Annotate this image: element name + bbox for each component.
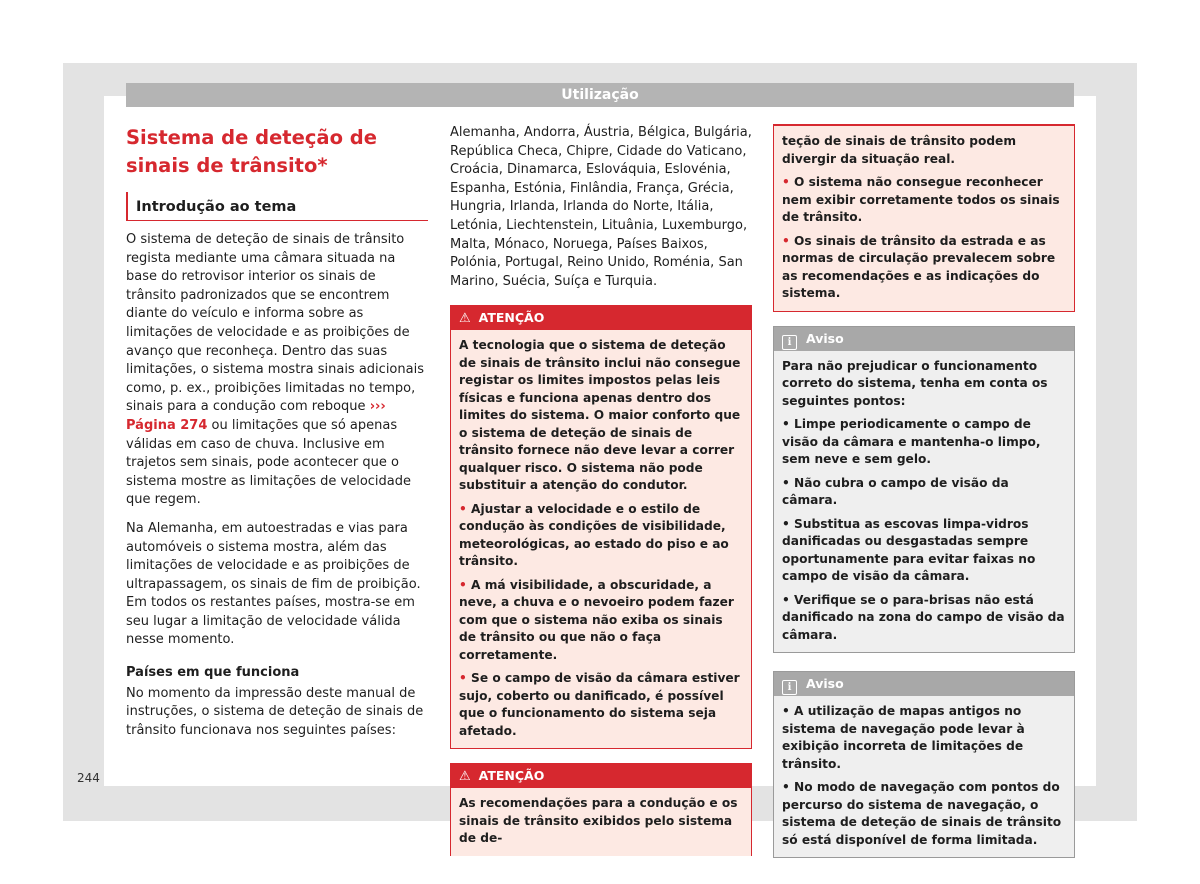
column-middle (450, 124, 752, 870)
warning-text: teção de sinais de trânsito podem divergir da situação real. (782, 134, 1017, 166)
countries-list: Alemanha, Andorra, Áustria, Bélgica, Bulgária, República Checa, Chipre, Cidade do Vaticano, Croácia, Dinamarca, Eslováquia, Eslovénia, Espanha, Estónia, Finlândia, França, Grécia, Hungria, Irlanda, Irlanda do Norte, Itália, Letónia, Liechtenstein, Lituânia, Luxemburgo, Malta, Mónaco, Noruega, Países Baixos, Polónia, Portugal, Reino Unido, Roménia, San Marino, Suécia, Suíça e Turquia. (450, 125, 752, 289)
warning-triangle-icon: ⚠ (459, 769, 471, 785)
column-right (773, 124, 1075, 876)
note-box-2 (773, 671, 1075, 858)
warning-item: • Se o campo de visão da câmara estiver sujo, coberto ou danificado, é possível que o funcionamento do sistema seja afetado. (459, 671, 740, 738)
note-intro: Para não prejudicar o funcionamento correto do sistema, tenha em conta os seguintes pontos: (782, 358, 1048, 408)
note-box-body (774, 351, 1074, 653)
note-item: • No modo de navegação com pontos do percurso do sistema de navegação, o sistema de deteção de sinais de trânsito só está disponível de forma limitada. (782, 780, 1062, 847)
bullet-icon: • (782, 233, 790, 248)
bullet-icon: • (782, 175, 790, 189)
warning-box-2 (450, 763, 752, 856)
warning-box-body (451, 330, 751, 748)
note-item: • Não cubra o campo de visão da câmara. (782, 475, 1009, 507)
warning-item: • O sistema não consegue reconhecer nem exibir corretamente todos os sinais de trânsito. (782, 175, 1060, 224)
note-box-header: i Aviso (774, 672, 1074, 696)
warning-item: • A má visibilidade, a obscuridade, a neve, a chuva e o nevoeiro podem fazer com que o sistema não exiba os sinais de trânsito ou que não o faça corretamente. (459, 577, 734, 662)
page-number: 244 (77, 771, 100, 785)
warning-box-body (774, 126, 1074, 311)
bullet-icon: • (782, 780, 790, 794)
warning-text: As recomendações para a condução e os sinais de trânsito exibidos pelo sistema de de- (459, 796, 738, 846)
column-left (126, 124, 428, 750)
countries-intro-paragraph: No momento da impressão deste manual de instruções, o sistema de deteção de sinais de trânsito funcionava nos seguintes países: (126, 685, 424, 738)
bullet-icon: • (782, 592, 790, 607)
note-item: • Verifique se o para-brisas não está danificado na zona do campo de visão da câmara. (782, 592, 1065, 642)
bullet-icon: • (782, 516, 790, 531)
warning-box-1 (450, 305, 752, 749)
note-box-header: i Aviso (774, 327, 1074, 351)
info-icon: i (782, 335, 797, 350)
bullet-icon: • (459, 671, 467, 686)
note-item: • A utilização de mapas antigos no sistema de navegação pode levar à exibição incorreta de limitações de trânsito. (782, 704, 1025, 771)
note-box-body (774, 696, 1074, 857)
page-title: Sistema de deteção de sinais de trânsito* (126, 126, 377, 177)
bullet-icon: • (782, 417, 790, 431)
countries-subheading: Países em que funciona (126, 665, 300, 681)
page-reference-link[interactable]: ››› Página 274 (126, 399, 386, 433)
info-icon: i (782, 680, 797, 695)
warning-box-continued (773, 124, 1075, 312)
note-box-1 (773, 326, 1075, 654)
note-item: • Limpe periodicamente o campo de visão da câmara e mantenha-o limpo, sem neve e sem gelo. (782, 417, 1041, 466)
warning-item: • Ajustar a velocidade e o estilo de condução às condições de visibilidade, meteorológicas, ao estado do piso e ao trânsito. (459, 501, 729, 569)
warning-triangle-icon: ⚠ (459, 311, 471, 327)
warning-box-header: ⚠ ATENÇÃO (451, 306, 751, 330)
warning-box-body (451, 788, 751, 856)
warning-box-header: ⚠ ATENÇÃO (451, 764, 751, 788)
warning-item: • Os sinais de trânsito da estrada e as normas de circulação prevalecem sobre as recomendações e as indicações do sistema. (782, 233, 1056, 300)
section-header: Utilização (126, 83, 1074, 107)
bullet-icon: • (459, 501, 467, 516)
bullet-icon: • (782, 475, 790, 490)
bullet-icon: • (782, 704, 790, 718)
section-heading: Introdução ao tema (126, 192, 428, 221)
intro-paragraph: O sistema de deteção de sinais de trânsito regista mediante uma câmara situada na base do retrovisor interior os sinais de trânsito padronizados que se encontrem diante do veículo e informa sobre as limitações de velocidade e as proibições de avanço que reconheça. Dentro das suas limitações, o sistema mostra sinais adicionais como, p. ex., proibições limitadas no tempo, sinais para a condução com reboque ››› Página 274 ou limitações que só apenas válidas em caso de chuva. Inclusive em trajetos sem sinais, pode acontecer que o sistema mostre as limitações de velocidade que regem. (126, 232, 424, 508)
bullet-icon: • (459, 577, 467, 592)
germany-paragraph: Na Alemanha, em autoestradas e vias para automóveis o sistema mostra, além das limitações de velocidade e as proibições de ultrapassagem, os sinais de fim de proibição. Em todos os restantes países, mostra-se em seu lugar a limitação de velocidade válida nesse momento. (126, 520, 421, 648)
note-item: • Substitua as escovas limpa-vidros danificadas ou desgastadas sempre oportunamente para evitar faixas no campo de visão da câmara. (782, 516, 1036, 583)
warning-intro: A tecnologia que o sistema de deteção de sinais de trânsito inclui não consegue registar os limites impostos pelas leis físicas e funciona apenas dentro dos limites do sistema. O maior conforto que o sistema de deteção de sinais de trânsito fornece não deve levar a correr qualquer risco. O sistema não pode substituir a atenção do condutor. (459, 338, 741, 493)
